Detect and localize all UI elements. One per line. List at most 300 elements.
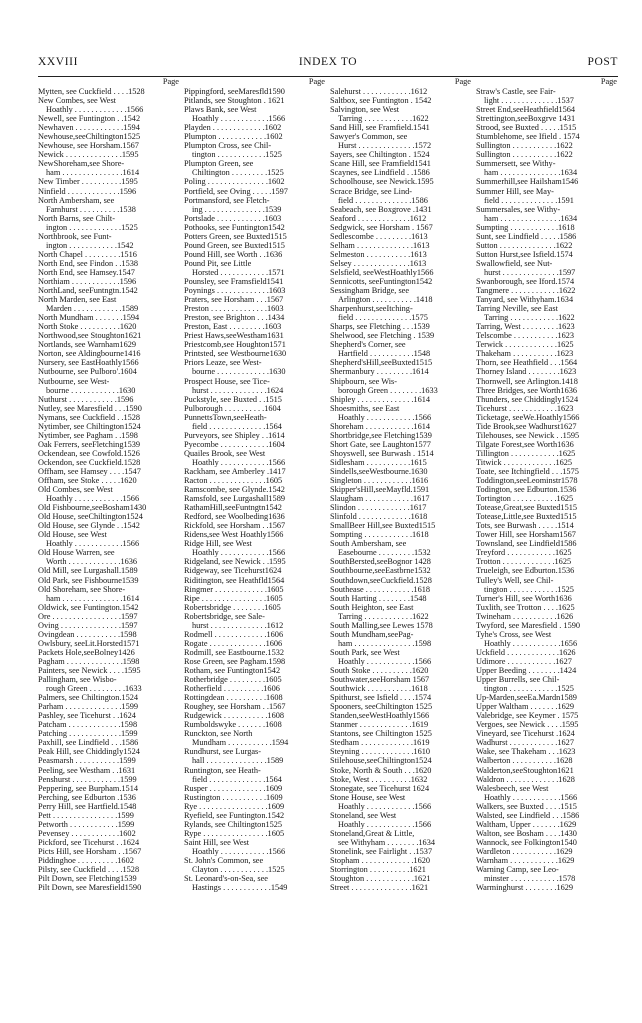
index-entry: Old House, seeChiltington1524 bbox=[38, 512, 143, 522]
index-entry: Perching, see Edburton .1536 bbox=[38, 792, 136, 802]
index-entry: Swallowfield, see Nut- bbox=[476, 258, 553, 268]
index-entry: Ockendon, see Cuckfield.1528 bbox=[38, 457, 141, 467]
index-entry: tington . . . . . . . . . . . .1525 bbox=[484, 684, 574, 694]
index-entry: Hartfield . . . . . . . . . . .1548 bbox=[338, 349, 431, 359]
index-entry: Rylands, see Chiltington1525 bbox=[184, 819, 283, 829]
index-entry: St. Leonard's-on-Sea, see bbox=[184, 874, 268, 884]
index-entry: Valebridge, see Keymer . 1575 bbox=[476, 711, 579, 721]
index-entry: Southwater,seeHorsham 1567 bbox=[330, 675, 430, 685]
index-entry: Patching . . . . . . . . . . . . .1599 bbox=[38, 729, 138, 739]
index-entry: Skipper'sHill,seeMayfld.1591 bbox=[330, 485, 430, 495]
index-entry: SmallBeer Hill,see Buxted1515 bbox=[330, 521, 436, 531]
index-entry: Sompting . . . . . . . . . . . .1618 bbox=[330, 530, 429, 540]
index-entry: Clayton . . . . . . . . . . . .1525 bbox=[192, 865, 285, 875]
index-entry: North End, see Findon . .1538 bbox=[38, 258, 139, 268]
index-entry: Newhaven . . . . . . . . . . . .1594 bbox=[38, 123, 140, 133]
index-entry: Stilehouse,seeChiltington1524 bbox=[330, 756, 432, 766]
index-entry: South Park, see West bbox=[330, 647, 400, 657]
index-entry: South Harting . . . . . . . .1548 bbox=[330, 593, 427, 603]
index-entry: Thunders, see Chiddingly1524 bbox=[476, 394, 579, 404]
index-entry: Old House, see Glynde . .1542 bbox=[38, 521, 140, 531]
index-entry: Pilt Down, see Fletching1539 bbox=[38, 874, 137, 884]
index-entry: Salvington, see West bbox=[330, 105, 400, 115]
index-entry: Hoathly . . . . . . . . . . . .1566 bbox=[484, 792, 578, 802]
index-entry: Sharps, see Fletching . . .1539 bbox=[330, 322, 430, 332]
index-entry: Horsted . . . . . . . . . . . .1571 bbox=[192, 267, 285, 277]
index-entry: North Barns, see Chilt- bbox=[38, 213, 115, 223]
index-entry: Old Combes, see West bbox=[38, 485, 113, 495]
index-entry: Wadhurst . . . . . . . . . . . .1627 bbox=[476, 738, 574, 748]
index-entry: Tanyard, see Withyham.1634 bbox=[476, 295, 574, 305]
index-entry: Trueleigh, see Edburton.1536 bbox=[476, 566, 575, 576]
index-entry: Stoke, North & South . . .1620 bbox=[330, 765, 432, 775]
index-entry: Riditington, see Heathfld1564 bbox=[184, 575, 285, 585]
index-entry: Rodmell . . . . . . . . . . . . .1606 bbox=[184, 629, 284, 639]
index-entry: Slaugham . . . . . . . . . . . .1617 bbox=[330, 494, 430, 504]
index-entry: Peak Hill, see Chiddingly1524 bbox=[38, 747, 140, 757]
index-entry: NorthLand, seeFuntngtn.1542 bbox=[38, 286, 138, 296]
index-entry: Slindon . . . . . . . . . . . . .1617 bbox=[330, 503, 427, 513]
index-entry: Saint Hill, see West bbox=[184, 837, 250, 847]
index-entry: Uckfield . . . . . . . . . . . . .1626 bbox=[476, 647, 576, 657]
index-entry: Roughey, see Horsham . .1567 bbox=[184, 702, 286, 712]
index-entry: bourne . . . . . . . . . . . . .1630 bbox=[192, 367, 286, 377]
index-entry: field . . . . . . . . . . . . . .1575 bbox=[338, 313, 428, 323]
index-entry: Tilehouses, see Newick . .1595 bbox=[476, 430, 580, 440]
index-entry: Singleton . . . . . . . . . . . .1616 bbox=[330, 476, 429, 486]
index-entry: Sayers, see Chiltington . 1524 bbox=[330, 150, 430, 160]
index-entry: RathamHill,seeFuntngtn1542 bbox=[184, 503, 282, 513]
index-entry: Plumpton Cross, see Chil- bbox=[184, 141, 272, 151]
index-entry: Sutton . . . . . . . . . . . . . .1622 bbox=[476, 240, 573, 250]
index-entry: Rose Green, see Pagham.1598 bbox=[184, 656, 286, 666]
index-entry: Praters, see Horsham . . .1567 bbox=[184, 295, 284, 305]
index-entry: North Mundham . . . . . . .1594 bbox=[38, 313, 140, 323]
index-entry: Ovingdean . . . . . . . . . . .1598 bbox=[38, 629, 137, 639]
index-entry: Northiam . . . . . . . . . . . .1596 bbox=[38, 276, 137, 286]
index-entry: Pilt Down, see Maresfield1590 bbox=[38, 883, 142, 893]
index-entry: Sawyer's Common, see bbox=[330, 132, 408, 142]
index-entry: Hoathly . . . . . . . . . . . .1566 bbox=[46, 539, 140, 549]
index-entry: Oldwick, see Funtington.1542 bbox=[38, 602, 139, 612]
index-entry: Strood, see Buxted . . . . .1515 bbox=[476, 123, 577, 133]
index-entry: Stumblehome, see Ifield . 1574 bbox=[476, 132, 580, 142]
index-entry: Preston, see Brighton . . .1434 bbox=[184, 313, 285, 323]
index-entry: Northwood,see Stoughton1621 bbox=[38, 331, 142, 341]
index-entry: Tide Brook,see Wadhurst1627 bbox=[476, 421, 577, 431]
index-entry: Toddington,seeLeominstr1578 bbox=[476, 476, 578, 486]
index-entry: Stedham . . . . . . . . . . . . .1619 bbox=[330, 738, 430, 748]
index-entry: Piddinghoe . . . . . . . . . .1602 bbox=[38, 855, 134, 865]
index-entry: Southwick . . . . . . . . . . .1618 bbox=[330, 684, 428, 694]
index-entry: ham . . . . . . . . . . . . . . .1614 bbox=[46, 593, 140, 603]
index-entry: Rottingdean . . . . . . . . . .1608 bbox=[184, 693, 283, 703]
index-entry: Robertsbridge, see Sale- bbox=[184, 611, 265, 621]
index-entry: Sand Hill, see Framfield.1541 bbox=[330, 123, 430, 133]
index-entry: Pippingford, seeMaresfld1590 bbox=[184, 87, 285, 96]
index-entry: Pashley, see Ticehurst . .1624 bbox=[38, 711, 136, 721]
index-entry: Sedgwick, see Horsham . 1567 bbox=[330, 222, 433, 232]
index-entry: North Stoke . . . . . . . . . .1620 bbox=[38, 322, 137, 332]
index-entry: Rackham, see Amberley .1417 bbox=[184, 466, 286, 476]
index-entry: Sessingham Bridge, see bbox=[330, 286, 410, 296]
index-entry: Ringmer . . . . . . . . . . . . .1605 bbox=[184, 584, 284, 594]
index-entry: Southease . . . . . . . . . . . .1618 bbox=[330, 584, 431, 594]
index-entry: Spooners, seeChiltington 1525 bbox=[330, 702, 433, 712]
index-entry: Thakeham . . . . . . . . . . .1623 bbox=[476, 349, 574, 359]
index-entry: Rype . . . . . . . . . . . . . . . .1605 bbox=[184, 828, 285, 838]
index-entry: Old Park, see Fishbourne1539 bbox=[38, 575, 139, 585]
index-entry: Northbrook, see Funt- bbox=[38, 231, 112, 241]
index-entry: Thorn, see Heathfield . . .1564 bbox=[476, 358, 578, 368]
index-entry: Puckstyle, see Buxted . .1515 bbox=[184, 394, 282, 404]
index-entry: Runckton, see North bbox=[184, 729, 253, 739]
index-entry: Rudgewick . . . . . . . . . . .1608 bbox=[184, 711, 285, 721]
index-entry: Preston, East . . . . . . . . .1603 bbox=[184, 322, 282, 332]
index-entry: ham . . . . . . . . . . . . . . .1634 bbox=[484, 168, 578, 178]
index-entry: Scane Hill, see Framfield1541 bbox=[330, 159, 431, 169]
index-entry: Sharpenhurst,seeItching- bbox=[330, 304, 413, 314]
index-entry: Thornwell, see Arlington.1418 bbox=[476, 376, 578, 386]
index-entry: Trotton . . . . . . . . . . . . .1625 bbox=[476, 557, 572, 567]
index-entries bbox=[38, 87, 179, 892]
index-entry: Waldron . . . . . . . . . . . . .1628 bbox=[476, 774, 575, 784]
index-entry: Hoathly . . . . . . . . . . . .1656 bbox=[484, 638, 578, 648]
index-entry: Southbourne,seeEastbrne1532 bbox=[330, 566, 431, 576]
index-entry: Spithurst, see Isfield . . . .1574 bbox=[330, 693, 432, 703]
index-entry: Farnhurst . . . . . . . . . .1538 bbox=[46, 204, 136, 214]
index-entry: Peasmarsh . . . . . . . . . . .1599 bbox=[38, 756, 136, 766]
index-entry: Sullington . . . . . . . . . . .1622 bbox=[476, 150, 573, 160]
index-entries bbox=[476, 87, 617, 892]
index-entry: Walberton . . . . . . . . . . .1628 bbox=[476, 756, 573, 766]
index-entry: Perry Hill, see Hartfield.1548 bbox=[38, 801, 137, 811]
index-entry: Rundhurst, see Lurgas- bbox=[184, 747, 262, 757]
index-entry: Marden . . . . . . . . . . . .1589 bbox=[46, 304, 139, 314]
index-entry: Wardleton . . . . . . . . . . .1629 bbox=[476, 846, 573, 856]
index-entry: Painters, see Newick . . . .1595 bbox=[38, 666, 141, 675]
index-entry: Tilgate Forest,see Worth1636 bbox=[476, 439, 574, 449]
index-entry: tington . . . . . . . . . . . .1525 bbox=[484, 584, 574, 594]
index-entry: Pilsty, see Cuckfield . . . .1528 bbox=[38, 865, 140, 875]
index-entry: Peppering, see Burpham.1514 bbox=[38, 783, 139, 793]
index-entry: Toate, see Itchingfield . . .1575 bbox=[476, 466, 579, 476]
index-entry: ham . . . . . . . . . . . . . . .1634 bbox=[484, 213, 578, 223]
index-entry: Selsfield, seeWestHoathly1566 bbox=[330, 267, 434, 277]
index-entry: Oak Ferrers, seeFletching1539 bbox=[38, 439, 141, 449]
index-entry: New Timber . . . . . . . . . .1595 bbox=[38, 177, 138, 187]
index-entry: Owlsbury, seeLit.Horsted1571 bbox=[38, 638, 140, 648]
index-entry: Nutbourne, see West- bbox=[38, 376, 110, 386]
index-entry: Packets Hole,seeBolney1426 bbox=[38, 647, 135, 657]
index-entry: Tarring . . . . . . . . . . . .1622 bbox=[338, 114, 429, 124]
index-entry: Rusper . . . . . . . . . . . . . .1609 bbox=[184, 783, 283, 793]
index-entry: NewShoreham,see Shore- bbox=[38, 159, 125, 169]
index-entry: Seaford . . . . . . . . . . . . .1612 bbox=[330, 213, 427, 223]
index-entry: Offham, see Hamsey . . . .1547 bbox=[38, 466, 141, 476]
index-entry: Street End,seeHeathfield1564 bbox=[476, 105, 576, 115]
index-entry: Hoathly . . . . . . . . . . . .1566 bbox=[338, 801, 432, 811]
index-entry: Slinfold . . . . . . . . . . . . .1618 bbox=[330, 512, 428, 522]
index-entry: Warnham . . . . . . . . . . . .1629 bbox=[476, 855, 575, 865]
index-entry: Runtington, see Heath- bbox=[184, 765, 261, 775]
index-entry: Shelwood, see Fletching . 1539 bbox=[330, 331, 435, 341]
index-entry: Priestcomb,see Houghton1571 bbox=[184, 340, 286, 350]
index-entry: hurst . . . . . . . . . . . . . .1597 bbox=[484, 267, 576, 277]
index-entry: Upper Burrells, see Chil- bbox=[476, 675, 560, 685]
index-entry: Quailes Brook, see West bbox=[184, 448, 266, 458]
index-entry: Tarring . . . . . . . . . . . .1622 bbox=[338, 611, 429, 621]
index-entry: Hoathly . . . . . . . . . . . .1566 bbox=[192, 457, 286, 467]
index-entry: Nortlands, see Warnham1629 bbox=[38, 340, 137, 350]
index-entry: Warminghurst . . . . . . . .1629 bbox=[476, 883, 574, 893]
index-entry: Hoathly . . . . . . . . . . . .1566 bbox=[338, 412, 432, 422]
index-entry: hurst . . . . . . . . . . . . . .1624 bbox=[192, 385, 284, 395]
index-entry: Shortbridge,see Fletching1539 bbox=[330, 430, 432, 440]
index-entry: Stoneland, see West bbox=[330, 810, 397, 820]
index-entry: Portslade . . . . . . . . . . . .1603 bbox=[184, 213, 282, 223]
index-entry: Ninfield . . . . . . . . . . . . .1596 bbox=[38, 186, 137, 196]
index-entry: Selsey . . . . . . . . . . . . . .1613 bbox=[330, 258, 427, 268]
index-entry: Sunt, see Lindfield . . . . .1586 bbox=[476, 231, 577, 241]
index-entry: Thorney Island . . . . . . . .1623 bbox=[476, 367, 577, 377]
index-entry: field . . . . . . . . . . . . . .1586 bbox=[338, 195, 428, 205]
index-entry: Plaws Bank, see West bbox=[184, 105, 257, 115]
index-entry: Newick . . . . . . . . . . . . . .1595 bbox=[38, 150, 139, 160]
index-entry: rough Green . . . . . . . . .1633 bbox=[46, 684, 142, 694]
index-entry: Sindells,seeWestbourne.1630 bbox=[330, 466, 428, 476]
index-entry: Rye . . . . . . . . . . . . . . . . .1609 bbox=[184, 801, 285, 811]
index-entry: hurst . . . . . . . . . . . . . .1612 bbox=[192, 620, 284, 630]
index-entry: Shoesmiths, see East bbox=[330, 403, 400, 413]
index-entry: Sumpting . . . . . . . . . . . .1618 bbox=[476, 222, 575, 232]
index-entry: Wannock, see Folkington1540 bbox=[476, 837, 577, 847]
index-entry: Ridgeway, see Ticehurst1624 bbox=[184, 566, 282, 576]
index-entry: Chiltington . . . . . . . . .1525 bbox=[192, 168, 284, 178]
index-entry: Summer Hill, see May- bbox=[476, 186, 554, 196]
index-entry: South Stoke . . . . . . . . . .1620 bbox=[330, 666, 429, 675]
index-entry: Tarring, West . . . . . . . . .1623 bbox=[476, 322, 575, 332]
index-entry: North Chapel . . . . . . . . .1516 bbox=[38, 249, 137, 259]
index-entry: Stoneland,Great & Little, bbox=[330, 828, 415, 838]
index-entry: Sedlescombe . . . . . . . . .1613 bbox=[330, 231, 428, 241]
index-entry: Newell, see Funtington . .1542 bbox=[38, 114, 141, 124]
index-entry: Tower Hill, see Horsham1567 bbox=[476, 530, 576, 540]
index-entry: see Withyham . . . . . . . .1634 bbox=[338, 837, 435, 847]
index-entry: Tots, see Burwash . . . . .1514 bbox=[476, 521, 574, 531]
index-entry: Hoathly . . . . . . . . . . . .1566 bbox=[338, 819, 432, 829]
index-entry: Rodmill, see Eastbourne.1532 bbox=[184, 647, 285, 657]
index-entry: Udimore . . . . . . . . . . . .1627 bbox=[476, 656, 572, 666]
index-entry: Hoathly . . . . . . . . . . . . .1566 bbox=[46, 105, 144, 115]
index-entry: Selham . . . . . . . . . . . . . .1613 bbox=[330, 240, 430, 250]
index-entry: Priest Haws,seeWestham1631 bbox=[184, 331, 284, 341]
index-entry: St. John's Common, see bbox=[184, 855, 264, 865]
index-entry: South Ambersham, see bbox=[330, 539, 407, 549]
index-entry: Peeling, see Westham . .1631 bbox=[38, 765, 136, 775]
index-entry: Ockendean, see Cowfold.1526 bbox=[38, 448, 140, 458]
index-entry: Telscombe . . . . . . . . . . .1623 bbox=[476, 331, 575, 341]
index-entry: minster . . . . . . . . . . . .1578 bbox=[484, 874, 576, 884]
index-entry: Old Mill, see Lurgashall.1589 bbox=[38, 566, 138, 576]
index-entry: Preston . . . . . . . . . . . . . .1603 bbox=[184, 304, 284, 314]
index-entry: North Ambersham, see bbox=[38, 195, 115, 205]
index-entry: Priors Leaze, see West- bbox=[184, 358, 262, 368]
index-entry: Pyecombe . . . . . . . . . . . .1604 bbox=[184, 439, 285, 449]
index-entry: Tarring Neville, see East bbox=[476, 304, 558, 314]
index-entry: Wake, see Thakeham . . .1623 bbox=[476, 747, 576, 757]
index-entry: Sullington . . . . . . . . . . .1622 bbox=[476, 141, 573, 151]
page-header bbox=[38, 56, 618, 72]
index-entry: Tillington . . . . . . . . . . . .1625 bbox=[476, 448, 576, 458]
index-entry: Prospect House, see Tice- bbox=[184, 376, 270, 386]
index-entry: South Malling,see Lewes 1578 bbox=[330, 620, 433, 630]
index-entry: Shermanbury . . . . . . . . .1614 bbox=[330, 367, 429, 377]
index-entry: Hoathly . . . . . . . . . . . .1566 bbox=[192, 114, 286, 124]
index-entry: Stantons, see Chiltington 1525 bbox=[330, 729, 432, 739]
index-entry: Twyford, see Maresfield . 1590 bbox=[476, 620, 581, 630]
index-entry: PunnettsTown,seeHeath- bbox=[184, 412, 267, 422]
index-entries bbox=[330, 87, 471, 892]
index-entry: Seabeach, see Boxgrove .1431 bbox=[330, 204, 432, 214]
index-entry: Upper Beeding . . . . . . . .1424 bbox=[476, 666, 577, 675]
index-entry: Portmansford, see Fletch- bbox=[184, 195, 270, 205]
index-entry: Pound Pit, see Little bbox=[184, 258, 252, 268]
index-entry: Rotherbridge . . . . . . . . .1605 bbox=[184, 675, 282, 685]
index-entry: ing . . . . . . . . . . . . . . .1539 bbox=[192, 204, 282, 214]
index-entry: Oving . . . . . . . . . . . . . . .1597 bbox=[38, 620, 138, 630]
index-entry: Tangmere . . . . . . . . . . . .1622 bbox=[476, 286, 576, 296]
index-entry: Pevensey . . . . . . . . . . . .1602 bbox=[38, 828, 136, 838]
index-entry: Totease,Little,see Buxted1515 bbox=[476, 512, 577, 522]
index-entry: Worth . . . . . . . . . . . . .1636 bbox=[46, 557, 138, 567]
index-entry: Old House Warren, see bbox=[38, 548, 115, 558]
index-entry: field . . . . . . . . . . . . . .1564 bbox=[192, 774, 282, 784]
index-entry: Old Shoreham, see Shore- bbox=[38, 584, 126, 594]
index-entry: Sutton Hurst,see Isfield.1574 bbox=[476, 249, 573, 259]
index-entry: Pitlands, see Stoughton . 1621 bbox=[184, 96, 285, 106]
index-entry: Rickfold, see Horsham . .1567 bbox=[184, 521, 286, 531]
index-entry: Pett . . . . . . . . . . . . . . . .1599 bbox=[38, 810, 134, 820]
index-entry: North Marden, see East bbox=[38, 295, 117, 305]
index-entry: Salehurst . . . . . . . . . . . .1612 bbox=[330, 87, 428, 96]
index-entry: Stonegate, see Ticehurst 1624 bbox=[330, 783, 430, 793]
index-entry: Stanmer . . . . . . . . . . . . .1619 bbox=[330, 720, 429, 730]
index-entries bbox=[184, 87, 325, 892]
index-entry: Rustington . . . . . . . . . . .1609 bbox=[184, 792, 283, 802]
index-entry: Stopham . . . . . . . . . . . . .1620 bbox=[330, 855, 431, 865]
index-entry: Arlington . . . . . . . . . . .1418 bbox=[338, 295, 433, 305]
index-entry: Ramsfold, see Lurgashall1589 bbox=[184, 494, 286, 504]
index-entry: Terwick . . . . . . . . . . . . .1625 bbox=[476, 340, 574, 350]
index-entry: Short Gate, see Laughton1577 bbox=[330, 439, 431, 449]
index-entry: Playden . . . . . . . . . . . . .1602 bbox=[184, 123, 282, 133]
index-column-1 bbox=[38, 77, 179, 1012]
index-entry: bourne . . . . . . . . . . . .1630 bbox=[46, 385, 136, 395]
index-entry: Easebourne . . . . . . . . .1532 bbox=[338, 548, 431, 558]
index-entry: Storrington . . . . . . . . . .1621 bbox=[330, 865, 426, 875]
index-entry: Ramscombe, see Glynde.1542 bbox=[184, 485, 285, 495]
index-entry: Sennicotts, seeFuntington1542 bbox=[330, 276, 433, 286]
index-entry: Redford, see Woolbeding1636 bbox=[184, 512, 285, 522]
index-entry: Waltham, Upper . . . . . . .1629 bbox=[476, 819, 577, 829]
index-entry: Summersett, see Withy- bbox=[476, 159, 556, 169]
index-entry: Todington, see Edburton.1536 bbox=[476, 485, 577, 495]
index-entry: Vergoes, see Newick . . . .1595 bbox=[476, 720, 579, 730]
index-entry: Sidlesham . . . . . . . . . . .1615 bbox=[330, 457, 427, 467]
index-entry: Parham . . . . . . . . . . . . . .1599 bbox=[38, 702, 139, 712]
index-entry: Rotham, see Funtington1542 bbox=[184, 666, 281, 675]
index-column-4 bbox=[476, 77, 617, 1012]
index-entry: Plumpton Green, see bbox=[184, 159, 254, 169]
index-entry: Tyhe's Cross, see West bbox=[476, 629, 552, 639]
page-number: XXVIII bbox=[38, 56, 79, 68]
index-entry: Vineyard, see Ticehurst .1624 bbox=[476, 729, 575, 739]
index-column-2 bbox=[184, 77, 325, 1012]
index-entry: Schoolhouse, see Newick.1595 bbox=[330, 177, 434, 187]
index-entry: ham . . . . . . . . . . . . . . .1614 bbox=[46, 168, 140, 178]
index-entry: Offham, see Stoke . . . . .1620 bbox=[38, 476, 137, 486]
index-entry: Printsted, see Westbourne1630 bbox=[184, 349, 287, 359]
index-entry: Scrace Bridge, see Lind- bbox=[330, 186, 413, 196]
page-column-header: Page bbox=[600, 77, 617, 86]
index-entry: Poling . . . . . . . . . . . . . . .1602 bbox=[184, 177, 285, 187]
index-entry: Three Bridges, see Worth1636 bbox=[476, 385, 578, 395]
index-entry: Stoke, West . . . . . . . . . .1632 bbox=[330, 774, 428, 784]
index-entry: field . . . . . . . . . . . . . .1591 bbox=[484, 195, 574, 205]
index-entry: Hurst . . . . . . . . . . . . . .1572 bbox=[338, 141, 432, 151]
index-entry: Shipley . . . . . . . . . . . . . .1614 bbox=[330, 394, 431, 404]
index-entry: Purveyors, see Shipley . .1614 bbox=[184, 430, 285, 440]
index-entry: Shepherd's Corner, see bbox=[330, 340, 406, 350]
index-entry: Stonelink, see Fairlight . .1537 bbox=[330, 846, 433, 856]
index-entry: South Heighton, see East bbox=[330, 602, 414, 612]
index-entry: Walton, see Bosham . . . .1430 bbox=[476, 828, 577, 838]
index-entry: Hoathly . . . . . . . . . . . .1566 bbox=[338, 656, 432, 666]
index-entry: Pagham . . . . . . . . . . . . . .1598 bbox=[38, 656, 140, 666]
index-entry: Rumboldswyke . . . . . . .1608 bbox=[184, 720, 282, 730]
index-entry: Pallingham, see Wisbo- bbox=[38, 675, 117, 685]
index-entry: Racton . . . . . . . . . . . . . .1605 bbox=[184, 476, 283, 486]
index-entry: Shepherd'sHill,seeBuxted1515 bbox=[330, 358, 433, 368]
page-column-header: Page bbox=[162, 77, 179, 86]
index-entry: Ticehurst . . . . . . . . . . . .1623 bbox=[476, 403, 574, 413]
index-entry: Walkers, see Buxted . . . .1515 bbox=[476, 801, 577, 811]
index-entry: Nutbourne, see Pulboro'.1604 bbox=[38, 367, 137, 377]
page-column-header: Page bbox=[454, 77, 471, 86]
index-entry: Titwick . . . . . . . . . . . . .1625 bbox=[476, 457, 573, 467]
index-entry: Steyning . . . . . . . . . . . . .1610 bbox=[330, 747, 431, 757]
index-entry: Hastings . . . . . . . . . . . .1549 bbox=[192, 883, 288, 893]
index-entry: Plumpton . . . . . . . . . . . .1602 bbox=[184, 132, 283, 142]
index-entry: light . . . . . . . . . . . . . .1537 bbox=[484, 96, 574, 106]
index-entry: Rogate . . . . . . . . . . . . . .1606 bbox=[184, 638, 283, 648]
index-entry: Tortington . . . . . . . . . . .1625 bbox=[476, 494, 574, 504]
index-entry: Pound Hill, see Worth . .1636 bbox=[184, 249, 283, 259]
index-entry: Ridge Hill, see West bbox=[184, 539, 252, 549]
index-columns bbox=[38, 76, 618, 1012]
index-entry: Portfield, see Oving . . . . .1597 bbox=[184, 186, 288, 196]
index-entry: tington . . . . . . . . . . . .1525 bbox=[192, 150, 282, 160]
index-entry: Southdown,seeCuckfield.1528 bbox=[330, 575, 432, 585]
index-entry: Scaynes, see Lindfield . .1586 bbox=[330, 168, 430, 178]
index-entry: Street . . . . . . . . . . . . . . .1621 bbox=[330, 883, 429, 893]
index-entry: Summersales, see Withy- bbox=[476, 204, 561, 214]
index-entry: Strettington,seeBoxgrve 1431 bbox=[476, 114, 576, 124]
index-entry: hall . . . . . . . . . . . . . . .1589 bbox=[192, 756, 284, 766]
index-entry: Stoughton . . . . . . . . . . . .1621 bbox=[330, 874, 431, 884]
index-entry: field . . . . . . . . . . . . . .1564 bbox=[192, 421, 282, 431]
